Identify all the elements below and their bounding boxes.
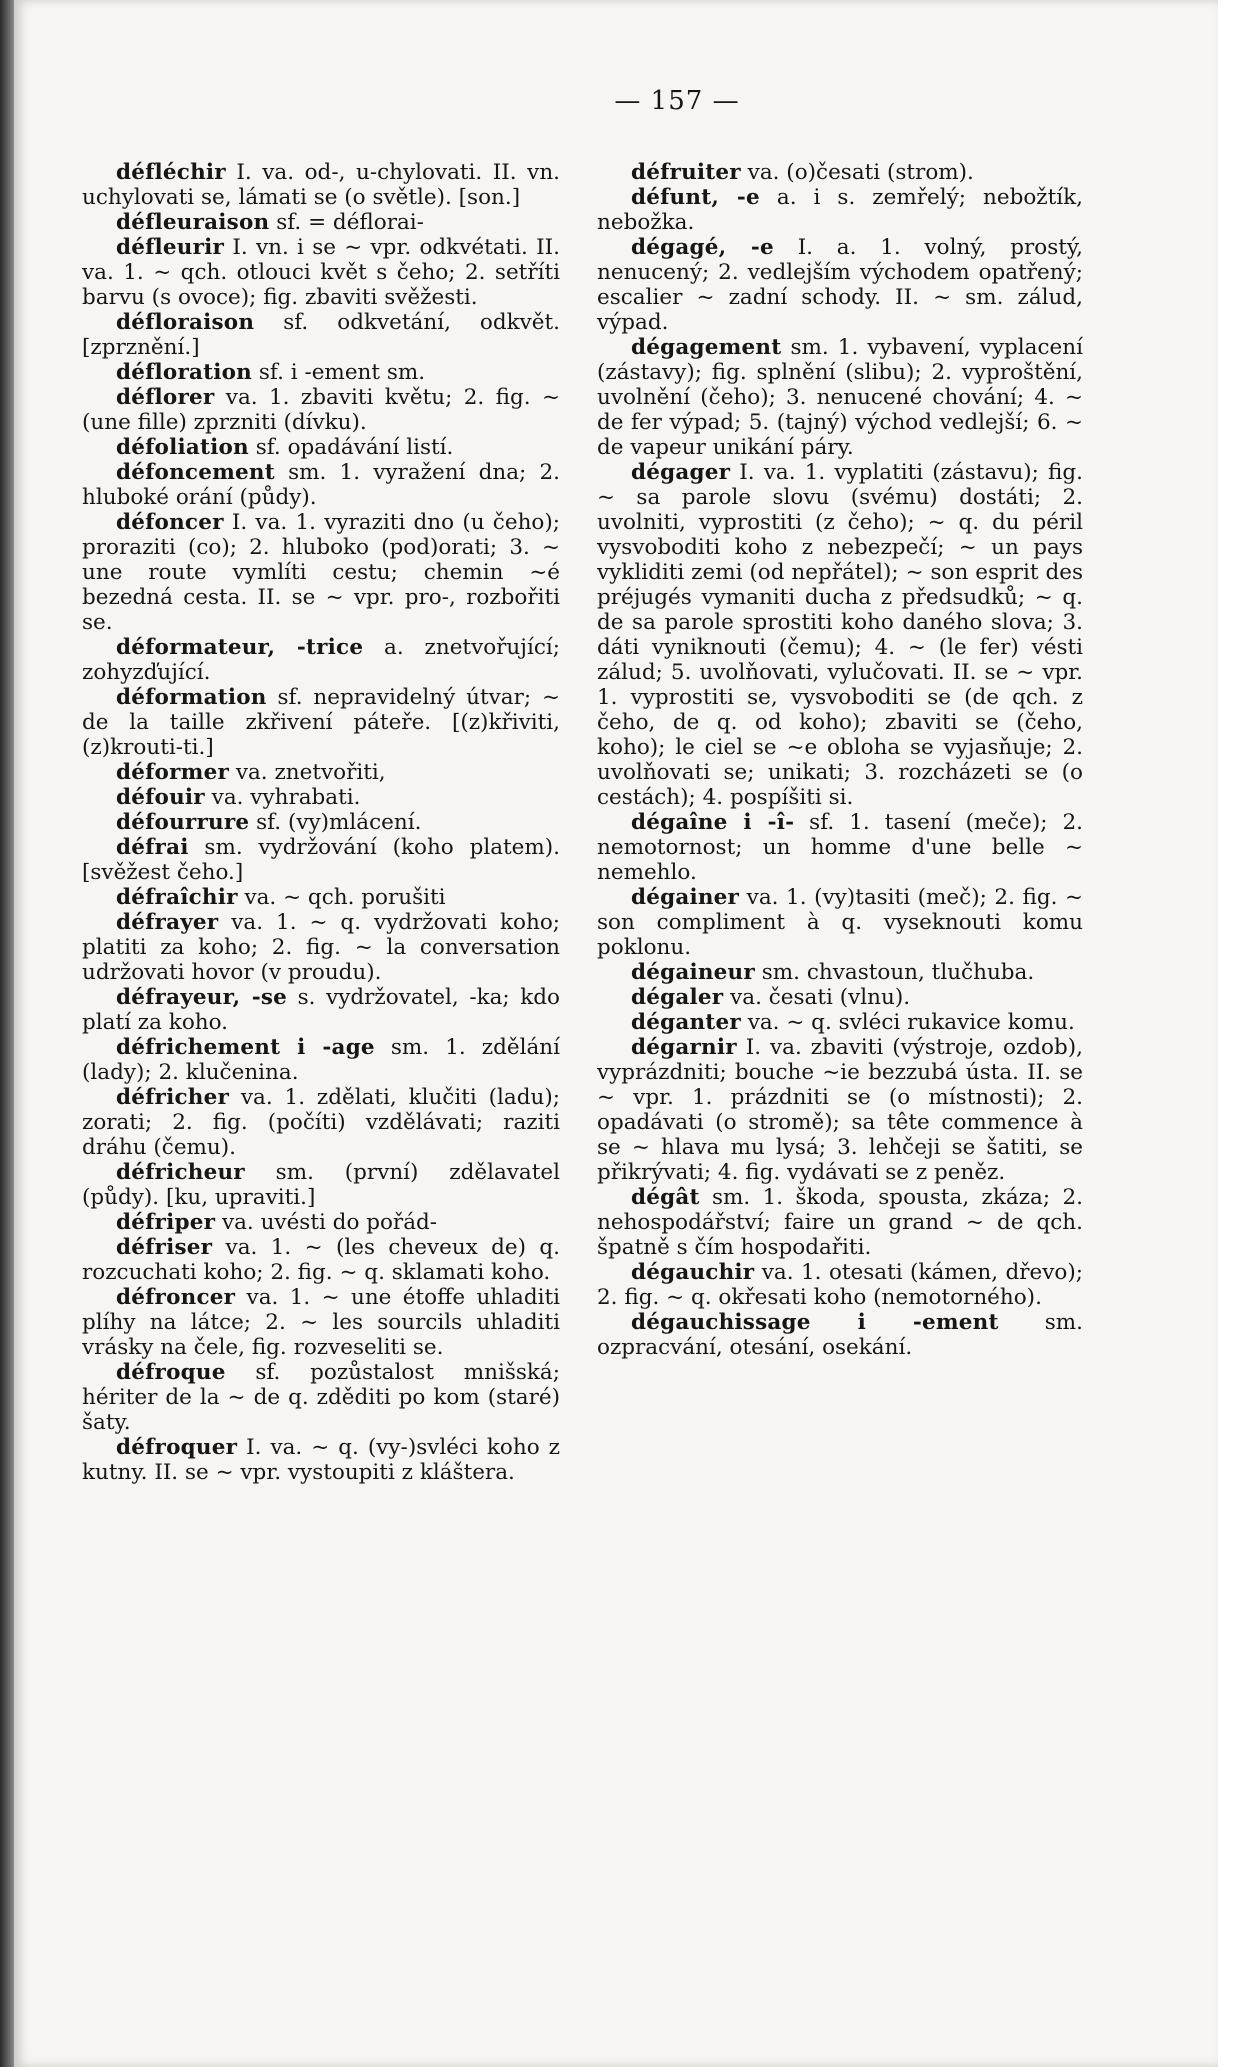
entry-definition: sm. 1. zdělání (lady); 2. klučenina. — [82, 1035, 560, 1085]
dictionary-entry — [82, 435, 560, 460]
dictionary-entry — [82, 310, 560, 360]
entry-definition: sf. nepravidelný útvar; ~ de la taille zkřivení páteře. [(z)křiviti, (z)krouti-ti.] — [82, 685, 560, 760]
dictionary-entry — [82, 460, 560, 510]
dictionary-entry — [597, 810, 1083, 885]
dictionary-entry — [82, 685, 560, 760]
entry-definition: va. ~ q. svléci rukavice komu. — [747, 1010, 1075, 1035]
entry-headword: défroque — [116, 1360, 226, 1385]
entry-headword: dégaîne i -î- — [631, 810, 795, 835]
entry-headword: défoncement — [116, 460, 275, 485]
dictionary-entry — [597, 885, 1083, 960]
entry-headword: dégagé, -e — [631, 235, 774, 260]
entry-headword: défléchir — [116, 160, 226, 185]
entry-headword: défraîchir — [116, 885, 238, 910]
dictionary-entry — [597, 1035, 1083, 1185]
entry-definition: sf. = déflorai- — [276, 210, 424, 235]
entry-definition: va. vyhrabati. — [211, 785, 361, 810]
entry-definition: I. a. 1. volný, prostý, nenucený; 2. vedlejším východem opatřený; escalier ~ zadní schody. II. ~ sm. zálud, výpad. — [597, 235, 1083, 335]
dictionary-entry — [597, 185, 1083, 235]
entry-headword: déformateur, -trice — [116, 635, 364, 660]
entry-headword: défoliation — [116, 435, 249, 460]
entry-definition: I. va. 1. vyraziti dno (u čeho); proraziti (co); 2. hluboko (pod)orati; 3. ~ une route vymlíti cestu; chemin ~é bezedná cesta. II. se ~ vpr. pro-, rozbořiti se. — [82, 510, 560, 635]
dictionary-entry — [597, 960, 1083, 985]
right-column — [597, 160, 1083, 1360]
entry-definition: va. 1. ~ une étoffe uhladiti plíhy na látce; 2. ~ les sourcils uhladiti vrásky na čele, fig. rozveseliti se. — [82, 1285, 560, 1360]
book-spine-shadow — [0, 0, 14, 2067]
entry-definition: sf. pozůstalost mnišská; hériter de la ~ de q. zděditi po kom (staré) šaty. — [82, 1360, 560, 1435]
entry-definition: sm. (první) zdělavatel (půdy). [ku, upraviti.] — [82, 1160, 560, 1210]
left-column — [82, 160, 560, 1485]
dictionary-entry — [82, 1285, 560, 1360]
entry-definition: sm. 1. škoda, spousta, zkáza; 2. nehospodářství; faire un grand ~ de qch. špatně s čím hospodařiti. — [597, 1185, 1083, 1260]
entry-definition: va. 1. otesati (kámen, dřevo); 2. fig. ~ q. okřesati koho (nemotorného). — [597, 1260, 1083, 1310]
entry-definition: I. va. 1. vyplatiti (zástavu); fig. ~ sa parole slovu (svému) dostáti; 2. uvolniti, vyprostiti (z čeho); ~ q. du péril vysvoboditi koho z nebezpečí; ~ un pays vykliditi zemi (od nepřátel); ~ son esprit des préjugés vymaniti ducha z předsudků; ~ q. de sa parole sprostiti koho daného slova; 3. dáti vyniknouti (čemu); 4. ~ (le fer) vésti zálud; 5. uvolňovati, vylučovati. II. se ~ vpr. 1. vyprostiti se, vysvoboditi se (de qch. z čeho, de q. od koho); zbaviti se (čeho, koho); le ciel se ~e obloha se vyjasňuje; 2. uvolňovati se; unikati; 3. rozcházeti se (o cestách); 4. pospíšiti si. — [597, 460, 1083, 810]
entry-definition: va. 1. zbaviti květu; 2. fig. ~ (une fille) zprzniti (dívku). — [82, 385, 560, 435]
entry-definition: va. 1. ~ q. vydržovati koho; platiti za koho; 2. fig. ~ la conversation udržovati hovor (v proudu). — [82, 910, 561, 985]
dictionary-entry — [82, 785, 560, 810]
dictionary-entry — [597, 335, 1083, 460]
entry-definition: va. 1. zdělati, klučiti (ladu); zorati; 2. fig. (počíti) vzdělávati; raziti dráhu (čemu). — [82, 1085, 560, 1160]
dictionary-entry — [82, 510, 560, 635]
dictionary-entry — [82, 360, 560, 385]
entry-definition: a. znetvořující; zohyzďující. — [82, 635, 560, 685]
entry-definition: I. va. ~ q. (vy-)svléci koho z kutny. II. se ~ vpr. vystoupiti z kláštera. — [82, 1435, 560, 1485]
entry-headword: défrai — [116, 835, 189, 860]
entry-definition: I. vn. i se ~ vpr. odkvétati. II. va. 1. ~ qch. otlouci květ s čeho; 2. setříti barvu (s ovoce); fig. zbaviti svěžesti. — [82, 235, 560, 310]
entry-definition: I. va. zbaviti (výstroje, ozdob), vyprázdniti; bouche ~ie bezzubá ústa. II. se ~ vpr. 1. prázdniti se (o místnosti); 2. opadávati (o stromě); sa tête commence à se ~ hlava mu lysá; 3. lehčeji se šatiti, se přikrývati; 4. fig. vydávati se z peněz. — [597, 1035, 1083, 1185]
dictionary-entry — [597, 1185, 1083, 1260]
entry-definition: s. vydržovatel, -ka; kdo platí za koho. — [82, 985, 560, 1035]
dictionary-entry — [82, 835, 560, 885]
entry-headword: dégauchissage i -ement — [631, 1310, 999, 1335]
dictionary-entry — [82, 1435, 560, 1485]
entry-headword: défricheur — [116, 1160, 245, 1185]
entry-headword: dégagement — [631, 335, 782, 360]
dictionary-entry — [82, 1235, 560, 1285]
entry-definition: sm. ozpracvání, otesání, osekání. — [597, 1310, 1083, 1360]
entry-definition: sf. (vy)mlácení. — [256, 810, 422, 835]
dictionary-entry — [82, 160, 560, 210]
dictionary-entry — [82, 985, 560, 1035]
dictionary-entry — [82, 210, 560, 235]
entry-headword: défroncer — [116, 1285, 236, 1310]
entry-definition: va. 1. (vy)tasiti (meč); 2. fig. ~ son compliment à q. vyseknouti komu poklonu. — [597, 885, 1083, 960]
entry-definition: sm. 1. vybavení, vyplacení (zástavy); fig. splnění (slibu); 2. vyproštění, uvolnění (čeho); 3. nenucené chování; 4. ~ de fer výpad; 5. (tajný) východ vedlejší; 6. ~ de vapeur unikání páry. — [597, 335, 1083, 460]
entry-headword: défleurir — [116, 235, 225, 260]
entry-headword: défloration — [116, 360, 252, 385]
entry-definition: va. (o)česati (strom). — [747, 160, 974, 185]
entry-definition: va. ~ qch. porušiti — [244, 885, 446, 910]
entry-definition: sm. chvastoun, tlučhuba. — [761, 960, 1035, 985]
dictionary-entry — [82, 1085, 560, 1160]
entry-headword: déganter — [631, 1010, 741, 1035]
entry-definition: va. česati (vlnu). — [730, 985, 911, 1010]
dictionary-entry — [82, 810, 560, 835]
entry-definition: va. uvésti do pořád- — [221, 1210, 438, 1235]
dictionary-entry — [82, 910, 560, 985]
entry-definition: sf. odkvetání, odkvět. [zprznění.] — [82, 310, 560, 360]
entry-headword: déformer — [116, 760, 229, 785]
entry-headword: déflorer — [116, 385, 215, 410]
entry-definition: a. i s. zemřelý; nebožtík, nebožka. — [597, 185, 1083, 235]
entry-definition: sm. vydržování (koho platem). [svěžest čeho.] — [82, 835, 560, 885]
entry-headword: défloraison — [116, 310, 255, 335]
dictionary-entry — [597, 160, 1083, 185]
entry-headword: défroquer — [116, 1435, 238, 1460]
page-number: — 157 — — [614, 86, 740, 116]
entry-headword: défruiter — [631, 160, 741, 185]
dictionary-entry — [82, 1360, 560, 1435]
dictionary-entry — [82, 1160, 560, 1210]
dictionary-entry — [82, 235, 560, 310]
entry-headword: dégât — [631, 1185, 700, 1210]
entry-headword: défrayer — [116, 910, 219, 935]
dictionary-entry — [82, 385, 560, 435]
entry-headword: défrichement i -age — [116, 1035, 375, 1060]
entry-headword: défoncer — [116, 510, 224, 535]
entry-headword: défriper — [116, 1210, 216, 1235]
entry-definition: sf. opadávání listí. — [255, 435, 454, 460]
entry-headword: défunt, -e — [631, 185, 760, 210]
entry-headword: défricher — [116, 1085, 229, 1110]
entry-headword: défouir — [116, 785, 205, 810]
entry-definition: va. 1. ~ (les cheveux de) q. rozcuchati koho; 2. fig. ~ q. sklamati koho. — [82, 1235, 560, 1285]
entry-definition: sm. 1. vyražení dna; 2. hluboké orání (půdy). — [82, 460, 560, 510]
entry-headword: dégaler — [631, 985, 724, 1010]
dictionary-entry — [82, 760, 560, 785]
entry-headword: dégaineur — [631, 960, 755, 985]
entry-definition: sf. 1. tasení (meče); 2. nemotornost; un homme d'une belle ~ nemehlo. — [597, 810, 1083, 885]
dictionary-entry — [597, 1260, 1083, 1310]
dictionary-entry — [82, 1035, 560, 1085]
entry-headword: dégager — [631, 460, 731, 485]
entry-headword: défleuraison — [116, 210, 270, 235]
dictionary-entry — [82, 885, 560, 910]
entry-headword: dégarnir — [631, 1035, 737, 1060]
dictionary-entry — [597, 985, 1083, 1010]
entry-headword: déformation — [116, 685, 267, 710]
entry-headword: défriser — [116, 1235, 213, 1260]
dictionary-entry — [597, 1310, 1083, 1360]
entry-definition: va. znetvořiti, — [235, 760, 386, 785]
entry-headword: défrayeur, -se — [116, 985, 288, 1010]
dictionary-entry — [597, 235, 1083, 335]
dictionary-entry — [597, 1010, 1083, 1035]
entry-headword: défourrure — [116, 810, 250, 835]
dictionary-entry — [82, 635, 560, 685]
entry-definition: I. va. od-, u-chylovati. II. vn. uchylovati se, lámati se (o světle). [son.] — [82, 160, 561, 210]
entry-headword: dégauchir — [631, 1260, 755, 1285]
entry-definition: sf. i -ement sm. — [258, 360, 426, 385]
entry-headword: dégainer — [631, 885, 740, 910]
dictionary-entry — [597, 460, 1083, 810]
dictionary-entry — [82, 1210, 560, 1235]
